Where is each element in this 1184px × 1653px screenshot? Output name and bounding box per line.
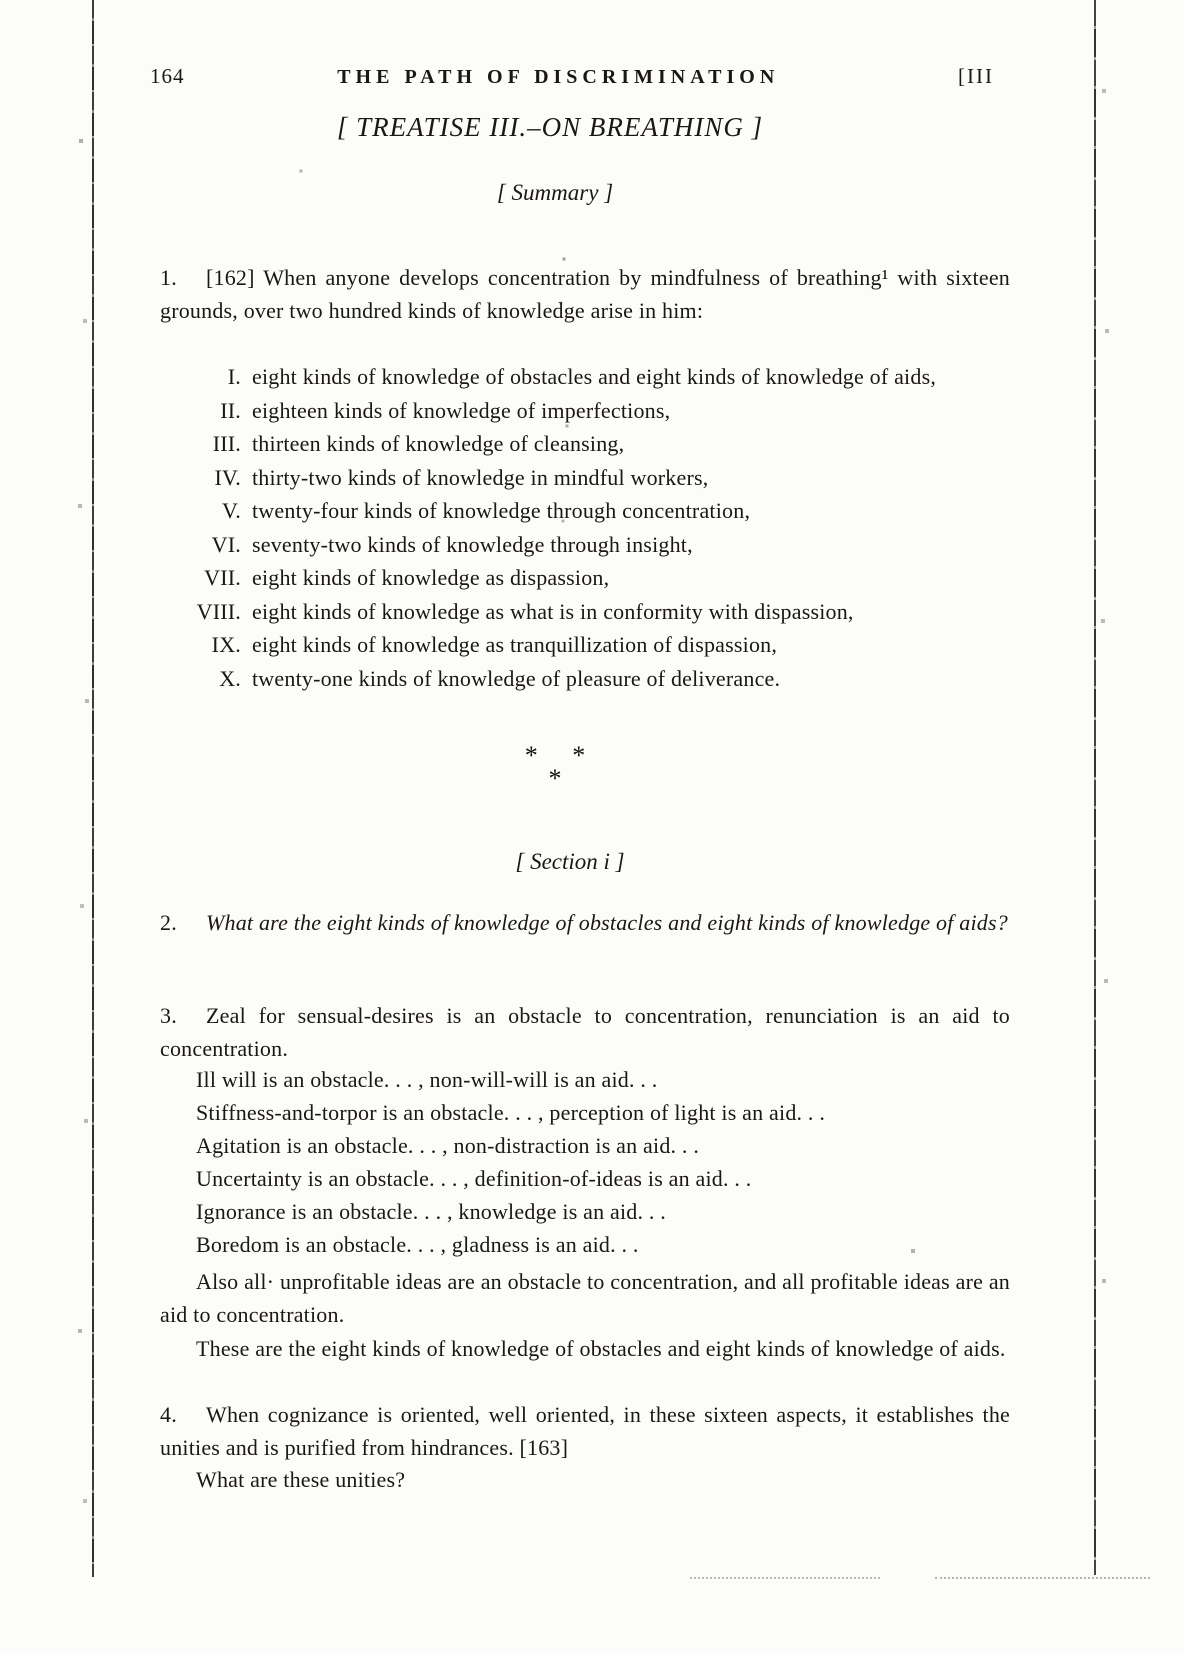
list-item-text: eight kinds of knowledge of obstacles and eight kinds of knowledge of aids, [252, 364, 937, 389]
summary-heading: [ Summary ] [496, 180, 614, 205]
list-numeral: III. [212, 431, 241, 456]
page-number: 164 [150, 64, 185, 88]
knowledge-list-item [160, 360, 1010, 394]
page-left-rule [92, 0, 94, 1577]
paragraph-text: Zeal for sensual-desires is an obstacle to concentration, renunciation is an aid to concentration. [160, 1003, 1010, 1061]
scan-noise [0, 0, 2, 2]
knowledge-list-item [160, 595, 1010, 629]
list-item-text: eighteen kinds of knowledge of imperfections, [252, 397, 671, 423]
knowledge-list [160, 360, 1010, 695]
scan-bottom-marks [935, 1577, 1150, 1579]
knowledge-list-item [160, 662, 1010, 696]
list-numeral: VI. [211, 531, 241, 557]
paragraph-text: When cognizance is oriented, well oriented, in these sixteen aspects, it establishes the unities and is purified from hindrances. [163] [160, 1402, 1010, 1460]
obstacle-aid-line: Boredom is an obstacle. . . , gladness is an aid. . . [196, 1232, 639, 1257]
list-item-text: eight kinds of knowledge as what is in conformity with dispassion, [252, 598, 854, 624]
running-title: THE PATH OF DISCRIMINATION [337, 66, 780, 88]
list-numeral: II. [220, 397, 241, 423]
paragraph-1 [160, 261, 1010, 327]
list-numeral: VII. [204, 565, 241, 590]
list-item-text: twenty-one kinds of knowledge of pleasure of deliverance. [252, 665, 781, 691]
obstacle-aid-line: Ignorance is an obstacle. . . , knowledge is an aid. . . [196, 1199, 667, 1224]
paragraph-number: 2. [160, 910, 177, 935]
knowledge-list-item [160, 394, 1010, 428]
knowledge-list-item [160, 561, 1010, 595]
list-numeral: V. [222, 498, 241, 523]
paragraph-number: 4. [160, 1402, 177, 1427]
obstacle-aid-list [160, 1063, 1010, 1261]
knowledge-list-item [160, 461, 1010, 495]
asterism-row: * [548, 764, 562, 793]
list-numeral: IX. [211, 632, 241, 657]
paragraph-number: 3. [160, 1003, 177, 1028]
margin-reference: [III [958, 64, 994, 88]
paragraph-text: What are the eight kinds of knowledge of obstacles and eight kinds of knowledge of aids? [206, 910, 1008, 935]
paragraph-text: [162] When anyone develops concentration by mindfulness of breathing¹ with sixteen grounds, over two hundred kinds of knowledge arise in him: [160, 265, 1010, 323]
asterism-divider [160, 741, 950, 793]
obstacle-aid-line: Ill will is an obstacle. . . , non-will-will is an aid. . . [196, 1067, 658, 1092]
paragraph-4 [160, 1398, 1010, 1464]
knowledge-list-item [160, 494, 1010, 528]
paragraph-3 [160, 999, 1010, 1065]
page-header [150, 64, 994, 89]
paragraph-2 [160, 906, 1010, 939]
knowledge-list-item [160, 628, 1010, 662]
also-paragraph: Also all· unprofitable ideas are an obstacle to concentration, and all profitable ideas are an aid to concentration. [160, 1269, 1010, 1327]
list-item-text: twenty-four kinds of knowledge through concentration, [252, 498, 751, 523]
list-item-text: thirteen kinds of knowledge of cleansing, [252, 431, 625, 456]
these-paragraph: These are the eight kinds of knowledge of obstacles and eight kinds of knowledge of aids. [196, 1336, 1006, 1361]
obstacle-aid-line: Agitation is an obstacle. . . , non-distraction is an aid. . . [196, 1133, 700, 1158]
list-numeral: IV. [214, 464, 241, 490]
asterism-row: * * [524, 741, 586, 770]
obstacle-aid-line: Uncertainty is an obstacle. . . , definition-of-ideas is an aid. . . [196, 1166, 752, 1191]
list-numeral: VIII. [196, 598, 241, 624]
section-heading: [ Section i ] [515, 849, 625, 874]
list-item-text: eight kinds of knowledge as dispassion, [252, 565, 610, 590]
list-item-text: seventy-two kinds of knowledge through insight, [252, 531, 693, 557]
page-right-rule [1094, 0, 1096, 1575]
obstacle-aid-line: Stiffness-and-torpor is an obstacle. . . , perception of light is an aid. . . [196, 1100, 826, 1125]
list-numeral: X. [219, 665, 241, 691]
knowledge-list-item [160, 528, 1010, 562]
closing-question: What are these unities? [196, 1467, 406, 1492]
scan-bottom-marks [690, 1577, 880, 1579]
list-numeral: I. [227, 364, 241, 389]
treatise-heading: [ TREATISE III.–ON BREATHING ] [336, 112, 764, 142]
list-item-text: thirty-two kinds of knowledge in mindful workers, [252, 464, 709, 490]
knowledge-list-item [160, 427, 1010, 461]
list-item-text: eight kinds of knowledge as tranquillization of dispassion, [252, 632, 778, 657]
paragraph-number: 1. [160, 265, 177, 290]
